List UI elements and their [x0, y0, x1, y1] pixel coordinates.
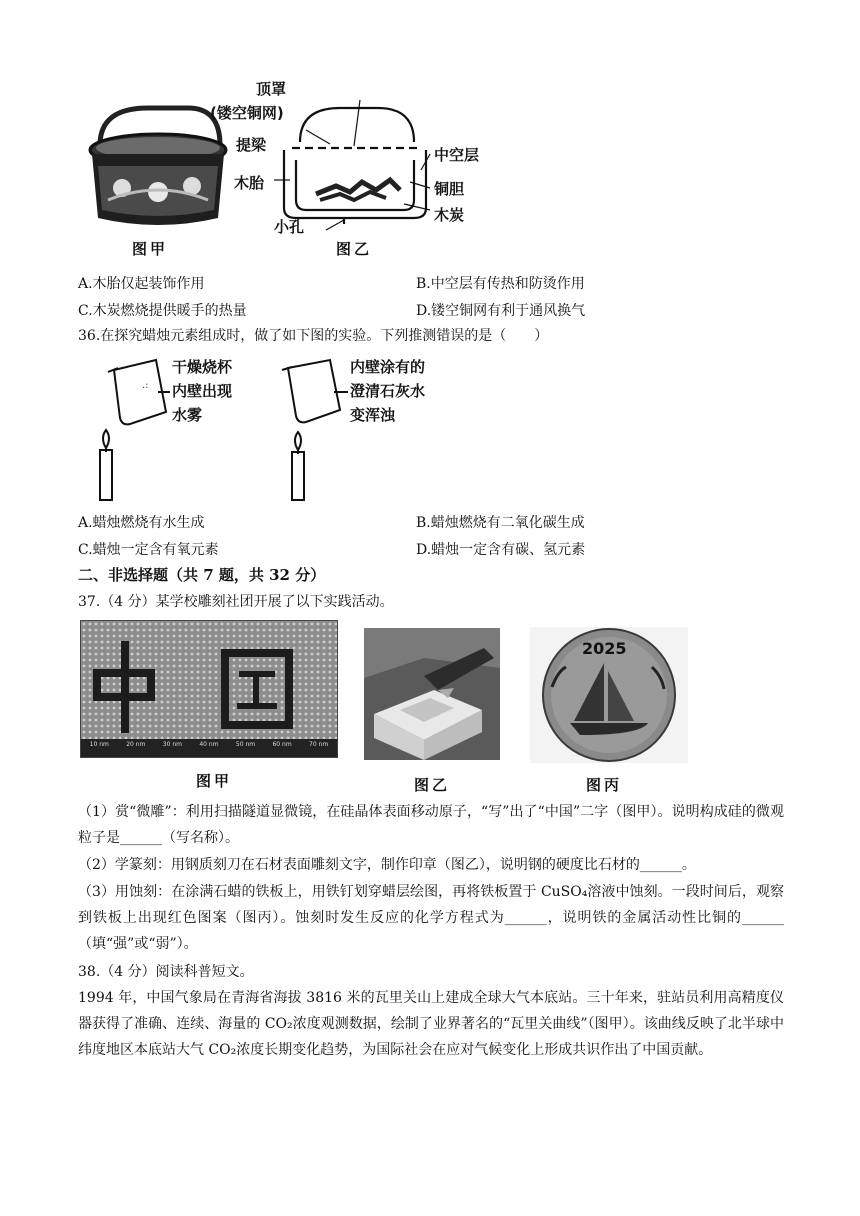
scale-tick: 60 nm: [272, 741, 292, 748]
left-label-line2: 内壁出现: [172, 382, 233, 400]
q38-paragraph: 1994 年，中国气象局在青海省海拔 3816 米的瓦里关山上建成全球大气本底站。三十年来，驻站员利用高精度仪器获得了准确、连续、海量的 CO₂浓度观测数据，绘制了业界著名的“瓦里关曲线”（图甲）。该曲线反映了北半球中纬度地区本底站大气 CO₂浓度长期变化趋势，为国际社会在应对气候变化上形成共识作出了中国贡献。: [78, 990, 784, 1058]
caption-figure-a: 图甲: [132, 240, 169, 258]
stm-image: [80, 620, 338, 758]
q35-option-c: C.木炭燃烧提供暖手的热量: [78, 303, 247, 319]
scale-tick: 70 nm: [309, 741, 329, 748]
left-label-line1: 干燥烧杯: [172, 358, 233, 376]
q37-stem: 37.（4 分）某学校雕刻社团开展了以下实践活动。: [78, 594, 394, 610]
coin-year: 2025: [582, 639, 627, 658]
caption-figure-yi: 图乙: [414, 776, 451, 794]
q37-part2: （2）学篆刻：用钢质刻刀在石材表面雕刻文字，制作印章（图乙），说明钢的硬度比石材的______。: [78, 857, 696, 873]
caption-figure-jia: 图甲: [196, 772, 233, 790]
section-title: 二、非选择题（共 7 题，共 32 分）: [78, 566, 326, 584]
label-wood-body: 木胎: [234, 174, 265, 192]
q35-option-d: D.镂空铜网有利于通风换气: [416, 303, 586, 319]
caption-figure-bing: 图丙: [586, 776, 623, 794]
label-copper-mesh: (镂空铜网): [210, 104, 284, 122]
label-copper-liner: 铜胆: [434, 180, 465, 198]
svg-text:.:: .:: [142, 380, 149, 391]
q38-stem: 38.（4 分）阅读科普短文。: [78, 964, 254, 980]
q36-option-a: A.蜡烛燃烧有水生成: [78, 515, 205, 531]
label-charcoal: 木炭: [434, 206, 465, 224]
q37-part3: （3）用蚀刻：在涂满石蜡的铁板上，用铁钉划穿蜡层绘图，再将铁板置于 CuSO₄溶液中蚀刻。一段时间后，观察到铁板上出现红色图案（图丙）。蚀刻时发生反应的化学方程式为______，说明铁的金属活动性比铜的______（填“强”或“弱”）。: [78, 884, 784, 952]
scale-tick: 10 nm: [89, 741, 109, 748]
q35-option-b: B.中空层有传热和防烫作用: [416, 276, 585, 292]
scale-tick: 30 nm: [162, 741, 182, 748]
scale-tick: 20 nm: [126, 741, 146, 748]
scale-tick: 50 nm: [235, 741, 256, 748]
right-label-line1: 内壁涂有的: [350, 358, 426, 376]
label-hollow-layer: 中空层: [434, 146, 480, 164]
scale-tick: 40 nm: [199, 741, 219, 748]
q35-option-a: A.木胎仅起装饰作用: [78, 276, 205, 292]
label-beam: 提梁: [236, 136, 267, 154]
seal-carving-photo: [364, 628, 500, 760]
right-label-line3: 变浑浊: [350, 406, 396, 424]
hand-warmer-schematic: [274, 100, 430, 230]
q37-part1: （1）赏“微雕”：利用扫描隧道显微镜，在硅晶体表面移动原子，“写”出了“中国”二字（图甲）。说明构成硅的微观粒子是______（写名称）。: [78, 804, 784, 846]
figure-hand-warmer: [78, 70, 518, 265]
figure-candle-experiment: [78, 352, 478, 504]
right-label-line2: 澄清石灰水: [350, 382, 426, 400]
label-top-cover: 顶罩: [256, 80, 287, 98]
etched-coin-photo: [530, 627, 688, 763]
left-label-line3: 水雾: [172, 406, 203, 424]
q36-stem: 36.在探究蜡烛元素组成时，做了如下图的实验。下列推测错误的是（ ）: [78, 328, 549, 344]
caption-figure-b: 图乙: [336, 240, 373, 258]
hand-warmer-photo: [90, 108, 226, 225]
label-small-hole: 小孔: [274, 218, 305, 236]
q36-option-c: C.蜡烛一定含有氧元素: [78, 542, 219, 558]
q36-option-b: B.蜡烛燃烧有二氧化碳生成: [416, 515, 585, 531]
q36-option-d: D.蜡烛一定含有碳、氢元素: [416, 542, 586, 558]
